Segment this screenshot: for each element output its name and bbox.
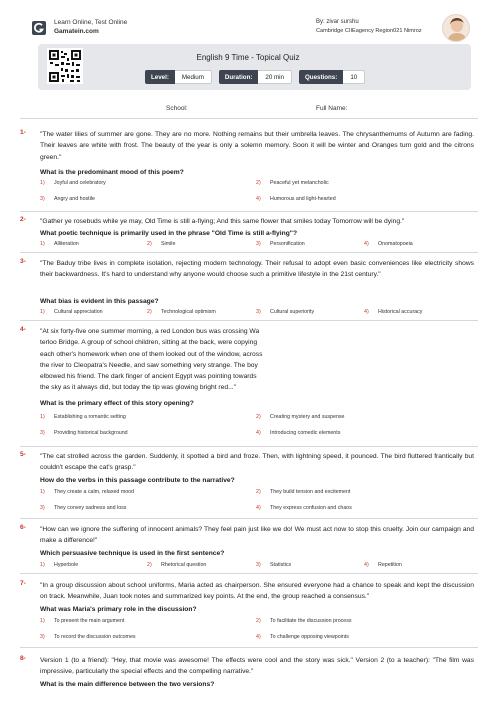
- option-4[interactable]: 4) Repetition: [364, 562, 402, 568]
- question-passage: Version 1 (to a friend): "Hey, that movie was awesome! The effects were cool and the story was sick." Version 2 (to a teacher): "The film was impressive, particularly the special effects and the compelling narrative.": [40, 657, 474, 676]
- question-number: 7-: [20, 580, 26, 587]
- quiz-title: English 9 Time - Topical Quiz: [196, 53, 300, 62]
- option-2[interactable]: 2) Peaceful yet melancholic: [256, 180, 329, 186]
- question-number: 1-: [20, 129, 26, 136]
- passage-line: the sky as it always did, but today the tip was glowing bright red...": [40, 384, 237, 392]
- option-2[interactable]: 2) Creating mystery and suspense: [256, 414, 345, 420]
- passage-line: elbowed his friend. The dark finger of ancient Egypt was pointing towards: [40, 373, 257, 381]
- option-4[interactable]: 4) They express confusion and chaos: [256, 505, 352, 511]
- gamatein-logo-icon: [32, 21, 46, 35]
- duration-label: Duration:: [219, 70, 259, 84]
- question-prompt: What bias is evident in this passage?: [40, 298, 159, 305]
- question-divider: [20, 252, 478, 253]
- question-passage: "Gather ye rosebuds while ye may, Old Time is still a-flying; And this same flower that smiles today Tomorrow will be dying.": [40, 218, 405, 225]
- option-4[interactable]: 4) Historical accuracy: [364, 309, 423, 315]
- question-passage: [40, 326, 310, 394]
- duration-pill: [219, 70, 292, 84]
- option-1[interactable]: 1) Alliteration: [40, 241, 79, 247]
- option-3[interactable]: 3) Angry and hostile: [40, 196, 95, 202]
- option-4[interactable]: 4) Humorous and light-hearted: [256, 196, 336, 202]
- question-passage: "The cat strolled across the garden. Suddenly, it spotted a bird and froze. Then, with lightning speed, it pounced. The bird fluttered frantically but couldn't escape the cat's grasp.": [40, 453, 474, 472]
- duration-value: 20 min: [258, 70, 292, 84]
- agency-line: Cambridge CIIEagency Region021 Nimroz: [316, 28, 422, 34]
- question-number: 2-: [20, 216, 26, 223]
- question-prompt: How do the verbs in this passage contribute to the narrative?: [40, 477, 235, 484]
- option-2[interactable]: 2) Simile: [147, 241, 176, 247]
- author-line: By: zivar surshu: [316, 19, 359, 25]
- option-2[interactable]: 2) Rhetorical question: [147, 562, 207, 568]
- question-passage: "The Baduy tribe lives in complete isolation, rejecting modern technology. Their refusal to adopt even basic conveniences like electricity shows their backwardness. It's hard to understand why anyone would choose such a primitive lifestyle in the 21st century.": [40, 260, 474, 279]
- option-2[interactable]: 2) They build tension and excitement: [256, 489, 351, 495]
- question-number: 8-: [20, 655, 26, 662]
- question-divider: [20, 211, 478, 212]
- question-prompt: What poetic technique is primarily used in the phrase "Old Time is still a-flying"?: [40, 230, 298, 237]
- header-divider: [20, 118, 478, 119]
- author-avatar: [442, 14, 470, 42]
- question-prompt: What is the primary effect of this story opening?: [40, 400, 194, 407]
- option-4[interactable]: 4) Onomatopoeia: [364, 241, 413, 247]
- questions-pill: [299, 70, 365, 84]
- school-field-label: School:: [166, 105, 188, 112]
- option-3[interactable]: 3) To record the discussion outcomes: [40, 634, 136, 640]
- questions-label: Questions:: [299, 70, 343, 84]
- question-prompt: What was Maria's primary role in the discussion?: [40, 606, 197, 613]
- quiz-meta-pills: [145, 70, 365, 84]
- fullname-field-label: Full Name:: [316, 105, 348, 112]
- question-prompt: Which persuasive technique is used in the first sentence?: [40, 550, 225, 557]
- question-divider: [20, 446, 478, 447]
- avatar-portrait-icon: [443, 15, 470, 42]
- passage-line: "At six forty-five one summer morning, a red London bus was crossing Wa: [40, 328, 260, 335]
- option-4[interactable]: 4) To challenge opposing viewpoints: [256, 634, 349, 640]
- option-4[interactable]: 4) Introducing comedic elements: [256, 430, 341, 436]
- option-3[interactable]: 3) Providing historical background: [40, 430, 128, 436]
- question-divider: [20, 320, 478, 321]
- option-1[interactable]: 1) Hyperbole: [40, 562, 79, 568]
- passage-line: the river to Cleopatra's Needle, and saw something very strange. The boy: [40, 361, 258, 369]
- question-divider: [20, 647, 478, 648]
- option-3[interactable]: 3) Statistics: [256, 562, 292, 568]
- question-prompt: What is the predominant mood of this poem?: [40, 169, 184, 176]
- option-1[interactable]: 1) They create a calm, relaxed mood: [40, 489, 135, 495]
- question-number: 5-: [20, 451, 26, 458]
- question-divider: [20, 518, 478, 519]
- question-divider: [20, 573, 478, 574]
- passage-line: each other's homework when one of them looked out of the window, across: [40, 350, 263, 358]
- question-number: 3-: [20, 258, 26, 265]
- option-2[interactable]: 2) To facilitate the discussion process: [256, 618, 352, 624]
- question-prompt: What is the main difference between the two versions?: [40, 681, 215, 688]
- level-label: Level:: [145, 70, 175, 84]
- question-passage: "How can we ignore the suffering of innocent animals? They feel pain just like we do! We must act now to stop this cruelty. Join our campaign and make a difference!": [40, 526, 474, 545]
- questions-value: 10: [343, 70, 365, 84]
- brand-site[interactable]: Gamatein.com: [54, 28, 99, 35]
- option-3[interactable]: 3) Cultural superiority: [256, 309, 315, 315]
- question-number: 4-: [20, 326, 26, 333]
- level-value: Medium: [175, 70, 212, 84]
- option-1[interactable]: 1) Cultural appreciation: [40, 309, 103, 315]
- option-1[interactable]: 1) Joyful and celebratory: [40, 180, 106, 186]
- option-3[interactable]: 3) They convey sadness and loss: [40, 505, 127, 511]
- option-1[interactable]: 1) To present the main argument: [40, 618, 125, 624]
- passage-line: terloo Bridge. A group of school children, sitting at the back, were copying: [40, 339, 258, 347]
- level-pill: [145, 70, 212, 84]
- question-passage: "In a group discussion about school uniforms, Maria acted as chairperson. She ensured everyone had a chance to speak and kept the discussion on track. Meanwhile, Juan took notes and summarized key points. At the end, the group reached a consensus.": [40, 582, 474, 601]
- option-3[interactable]: 3) Personification: [256, 241, 305, 247]
- question-number: 6-: [20, 524, 26, 531]
- brand-tagline: Learn Online, Test Online: [54, 19, 128, 26]
- page-header: [0, 0, 496, 96]
- question-passage: "The water lilies of summer are gone. They are no more. Nothing remains but their umbrella leaves. The chrysanthemums of Autumn are fading. Their leaves are white with frost. The beauty of the year is only a solemn memory. Soon it will be winter and Oranges turn gold and the citrons green.": [40, 131, 474, 161]
- option-1[interactable]: 1) Establishing a romantic setting: [40, 414, 126, 420]
- option-2[interactable]: 2) Technological optimism: [147, 309, 216, 315]
